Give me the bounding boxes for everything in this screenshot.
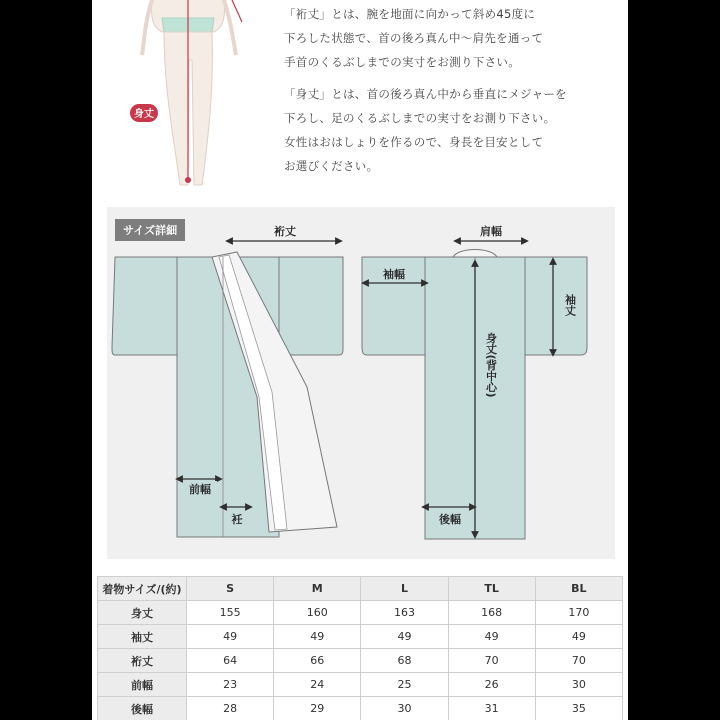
table-cell: 70 <box>535 649 622 673</box>
table-cell: 68 <box>361 649 448 673</box>
maehaba-label: 前幅 <box>189 483 211 496</box>
table-cell: 30 <box>535 673 622 697</box>
table-cell: 30 <box>361 697 448 720</box>
sodehaba-label: 袖幅 <box>383 268 405 281</box>
kimono-diagram <box>107 207 615 559</box>
mitake-back-label: 身丈(背中心) <box>484 332 498 398</box>
row-label: 前幅 <box>98 673 187 697</box>
table-cell: 160 <box>274 601 361 625</box>
table-cell: 24 <box>274 673 361 697</box>
table-cell: 35 <box>535 697 622 720</box>
table-row <box>98 649 623 673</box>
ushirohaba-label: 後幅 <box>439 513 461 526</box>
size-detail-tag: サイズ詳細 <box>115 219 185 241</box>
body-measure-figure <box>92 0 262 195</box>
size-header-cell: L <box>361 577 448 601</box>
size-table-header-row <box>98 577 623 601</box>
table-cell: 49 <box>448 625 535 649</box>
table-cell: 49 <box>535 625 622 649</box>
row-label: 後幅 <box>98 697 187 720</box>
table-row <box>98 625 623 649</box>
body-length-badge-label: 身丈 <box>134 109 154 120</box>
table-cell: 155 <box>187 601 274 625</box>
yukitake-label: 裄丈 <box>274 225 296 238</box>
sleeve-length-description <box>284 2 543 74</box>
size-header-cell: S <box>187 577 274 601</box>
table-cell: 28 <box>187 697 274 720</box>
row-label: 身丈 <box>98 601 187 625</box>
size-header-cell: TL <box>448 577 535 601</box>
table-cell: 168 <box>448 601 535 625</box>
size-detail-panel <box>107 207 615 559</box>
size-table <box>97 576 623 720</box>
body-length-description <box>284 82 567 178</box>
table-cell: 49 <box>187 625 274 649</box>
desc-line: 手首のくるぶしまでの実寸をお測り下さい。 <box>284 55 520 69</box>
size-header-cell: 着物サイズ/(約) <box>98 577 187 601</box>
katahaba-label: 肩幅 <box>480 225 502 238</box>
desc-line: お選びください。 <box>284 159 379 173</box>
desc-line: 「裄丈」とは、腕を地面に向かって斜め45度に <box>284 7 536 21</box>
table-cell: 49 <box>361 625 448 649</box>
kimono-front-view <box>112 252 343 537</box>
table-cell: 64 <box>187 649 274 673</box>
sodetake-label: 袖丈 <box>563 294 577 316</box>
table-cell: 25 <box>361 673 448 697</box>
table-cell: 66 <box>274 649 361 673</box>
row-label: 裄丈 <box>98 649 187 673</box>
table-row <box>98 697 623 720</box>
size-guide-page <box>92 0 628 720</box>
desc-line: 下ろし、足のくるぶしまでの実寸をお測り下さい。 <box>284 111 556 125</box>
desc-line: 下ろした状態で、首の後ろ真ん中～肩先を通って <box>284 31 544 45</box>
size-header-cell: BL <box>535 577 622 601</box>
table-cell: 163 <box>361 601 448 625</box>
desc-line: 「身丈」とは、首の後ろ真ん中から垂直にメジャーを <box>284 87 567 101</box>
table-row <box>98 673 623 697</box>
table-cell: 49 <box>274 625 361 649</box>
size-header-cell: M <box>274 577 361 601</box>
table-cell: 26 <box>448 673 535 697</box>
table-cell: 31 <box>448 697 535 720</box>
desc-line: 女性はおはしょりを作るので、身長を目安として <box>284 135 544 149</box>
okumi-label: 衽 <box>231 513 243 526</box>
row-label: 袖丈 <box>98 625 187 649</box>
table-cell: 70 <box>448 649 535 673</box>
table-cell: 170 <box>535 601 622 625</box>
table-cell: 29 <box>274 697 361 720</box>
table-row <box>98 601 623 625</box>
table-cell: 23 <box>187 673 274 697</box>
